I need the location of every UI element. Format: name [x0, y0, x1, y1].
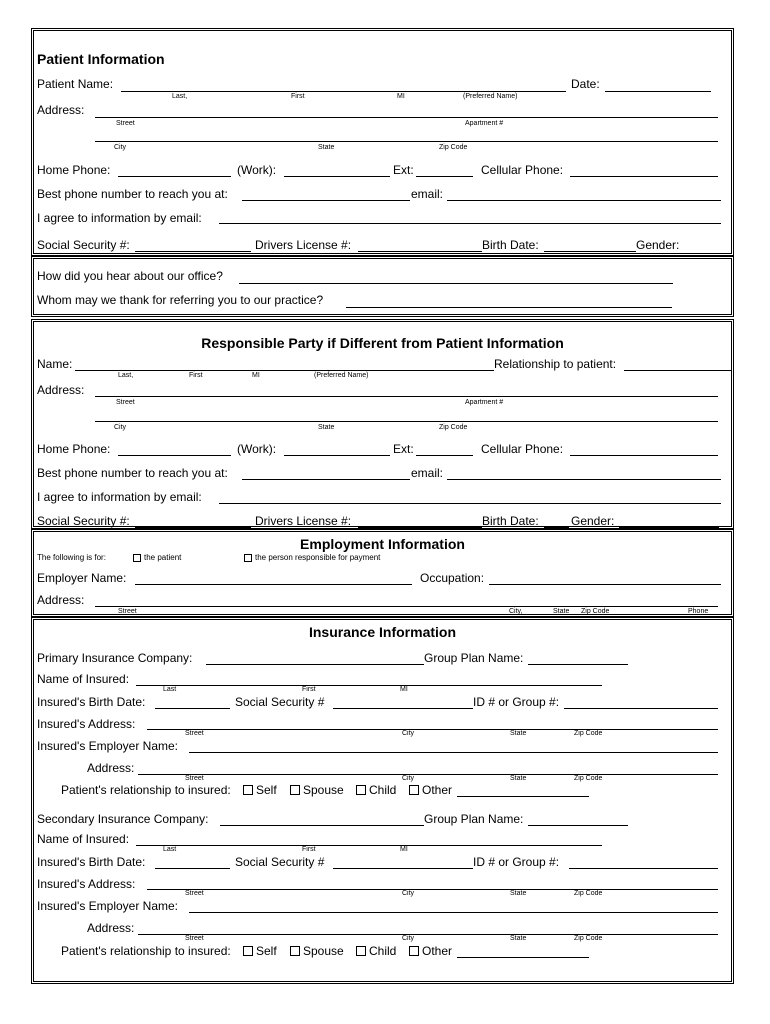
responsible-party-section	[31, 319, 734, 529]
self-option: Self	[256, 944, 277, 958]
child-checkbox[interactable]	[356, 785, 366, 795]
home-phone-label: Home Phone:	[37, 163, 111, 177]
email-field[interactable]	[447, 200, 721, 201]
work-phone-field[interactable]	[284, 176, 390, 177]
agree-email-field[interactable]	[219, 503, 721, 504]
home-phone-label: Home Phone:	[37, 442, 111, 456]
insured-birth-field[interactable]	[155, 868, 230, 869]
other-field[interactable]	[457, 796, 589, 797]
address-label: Address:	[37, 103, 85, 117]
relationship-field[interactable]	[624, 370, 731, 371]
insured-birth-field[interactable]	[155, 708, 230, 709]
birth-date-label: Birth Date:	[482, 514, 539, 528]
sub-street: Street	[118, 608, 137, 615]
sub-street: Street	[185, 890, 204, 897]
employer-address-field[interactable]	[138, 774, 718, 775]
birth-date-field[interactable]	[544, 527, 569, 528]
insured-employer-label: Insured's Employer Name:	[37, 739, 179, 753]
email-field[interactable]	[447, 479, 721, 480]
sub-zip: Zip Code	[574, 890, 603, 897]
insured-address-label: Insured's Address:	[37, 717, 136, 731]
insured-name-label: Name of Insured:	[37, 672, 130, 686]
child-option: Child	[369, 944, 397, 958]
sub-street: Street	[116, 120, 135, 127]
sub-zip: Zip Code	[581, 608, 610, 615]
insured-ssn-field[interactable]	[333, 868, 473, 869]
relationship-label: Patient's relationship to insured:	[61, 944, 231, 958]
home-phone-field[interactable]	[118, 176, 231, 177]
ssn-label: Social Security #:	[37, 238, 130, 252]
self-checkbox[interactable]	[243, 946, 253, 956]
sub-state: State	[318, 424, 335, 431]
spouse-option: Spouse	[303, 944, 344, 958]
sub-preferred: (Preferred Name)	[314, 372, 369, 379]
ssn-label: Social Security #:	[37, 514, 130, 528]
address-street-field[interactable]	[95, 117, 718, 118]
id-group-field[interactable]	[569, 868, 718, 869]
sub-city: City	[402, 775, 415, 782]
sub-street: Street	[116, 399, 135, 406]
id-group-field[interactable]	[564, 708, 718, 709]
sub-street: Street	[185, 775, 204, 782]
home-phone-field[interactable]	[118, 455, 231, 456]
name-label: Name:	[37, 357, 73, 371]
sub-last: Last,	[172, 93, 188, 100]
drivers-license-label: Drivers License #:	[255, 514, 352, 528]
sub-city: City	[114, 144, 127, 151]
sub-mi: MI	[252, 372, 260, 379]
hear-about-field[interactable]	[239, 283, 673, 284]
sub-last: Last,	[118, 372, 134, 379]
email-label: email:	[411, 187, 444, 201]
birth-date-field[interactable]	[544, 251, 636, 252]
group-plan-label: Group Plan Name:	[424, 812, 524, 826]
group-plan-label: Group Plan Name:	[424, 651, 524, 665]
insured-name-field[interactable]	[136, 845, 602, 846]
sub-zip: Zip Code	[574, 775, 603, 782]
section-title: Responsible Party if Different from Patient Information	[201, 335, 564, 351]
insured-ssn-label: Social Security #	[235, 695, 325, 709]
employer-address-field[interactable]	[95, 606, 718, 607]
sub-first: First	[189, 372, 203, 379]
sub-state: State	[318, 144, 335, 151]
sub-city: City	[402, 730, 415, 737]
ssn-field[interactable]	[135, 527, 251, 528]
child-option: Child	[369, 783, 397, 797]
patient-name-label: Patient Name:	[37, 77, 114, 91]
ext-label: Ext:	[393, 442, 414, 456]
sub-first: First	[302, 686, 316, 693]
occupation-label: Occupation:	[420, 571, 485, 585]
address-street-field[interactable]	[95, 396, 718, 397]
drivers-license-label: Drivers License #:	[255, 238, 352, 252]
other-option: Other	[422, 944, 453, 958]
sub-street: Street	[185, 935, 204, 942]
gender-field[interactable]	[619, 527, 719, 528]
ext-field[interactable]	[416, 176, 473, 177]
address-label: Address:	[37, 593, 85, 607]
group-plan-field[interactable]	[528, 664, 628, 665]
sub-street: Street	[185, 730, 204, 737]
sub-apartment: Apartment #	[465, 120, 504, 127]
responsible-option-label: the person responsible for payment	[255, 553, 381, 562]
employer-address-label: Address:	[87, 921, 135, 935]
sub-zip: Zip Code	[574, 730, 603, 737]
section-title: Patient Information	[37, 51, 165, 67]
spouse-option: Spouse	[303, 783, 344, 797]
insured-employer-label: Insured's Employer Name:	[37, 899, 179, 913]
sub-city: City	[114, 424, 127, 431]
cell-label: Cellular Phone:	[481, 442, 564, 456]
sub-phone: Phone	[688, 608, 709, 615]
agree-email-label: I agree to information by email:	[37, 211, 202, 225]
hear-about-label: How did you hear about our office?	[37, 269, 223, 283]
secondary-company-field[interactable]	[220, 825, 424, 826]
referral-section	[31, 256, 734, 317]
employer-address-label: Address:	[87, 761, 135, 775]
sub-state: State	[510, 730, 527, 737]
insured-employer-field[interactable]	[189, 752, 718, 753]
cell-label: Cellular Phone:	[481, 163, 564, 177]
sub-apartment: Apartment #	[465, 399, 504, 406]
sub-state: State	[553, 608, 570, 615]
insured-address-field[interactable]	[147, 889, 718, 890]
patient-checkbox[interactable]	[133, 554, 141, 562]
other-checkbox[interactable]	[409, 785, 419, 795]
patient-name-field[interactable]	[121, 91, 566, 92]
referral-thanks-field[interactable]	[346, 307, 672, 308]
id-group-label: ID # or Group #:	[473, 855, 560, 869]
work-label: (Work):	[237, 442, 277, 456]
child-checkbox[interactable]	[356, 946, 366, 956]
gender-label: Gender:	[636, 238, 680, 252]
patient-information-section	[31, 28, 734, 256]
primary-company-label: Primary Insurance Company:	[37, 651, 193, 665]
sub-mi: MI	[400, 686, 408, 693]
employer-name-field[interactable]	[135, 584, 412, 585]
sub-last: Last	[163, 686, 177, 693]
occupation-field[interactable]	[489, 584, 721, 585]
primary-company-field[interactable]	[206, 664, 424, 665]
sub-state: State	[510, 775, 527, 782]
employer-name-label: Employer Name:	[37, 571, 127, 585]
best-phone-label: Best phone number to reach you at:	[37, 466, 228, 480]
drivers-license-field[interactable]	[358, 527, 482, 528]
following-for-label: The following is for:	[37, 553, 106, 562]
sub-first: First	[302, 846, 316, 853]
sub-first: First	[291, 93, 305, 100]
self-checkbox[interactable]	[243, 785, 253, 795]
insured-address-field[interactable]	[147, 729, 718, 730]
spouse-checkbox[interactable]	[290, 785, 300, 795]
sub-mi: MI	[400, 846, 408, 853]
cell-phone-field[interactable]	[570, 176, 718, 177]
work-label: (Work):	[237, 163, 277, 177]
agree-email-label: I agree to information by email:	[37, 490, 202, 504]
id-group-label: ID # or Group #:	[473, 695, 560, 709]
employment-section	[31, 529, 734, 617]
employer-address-field[interactable]	[138, 934, 718, 935]
sub-city: City	[402, 890, 415, 897]
insured-address-label: Insured's Address:	[37, 877, 136, 891]
sub-zip: Zip Code	[439, 144, 468, 151]
address-city-field[interactable]	[95, 141, 718, 142]
other-checkbox[interactable]	[409, 946, 419, 956]
best-phone-field[interactable]	[242, 200, 410, 201]
self-option: Self	[256, 783, 277, 797]
ext-label: Ext:	[393, 163, 414, 177]
insured-name-field[interactable]	[136, 685, 602, 686]
email-label: email:	[411, 466, 444, 480]
date-field[interactable]	[605, 91, 711, 92]
insured-name-label: Name of Insured:	[37, 832, 130, 846]
birth-date-label: Birth Date:	[482, 238, 539, 252]
date-label: Date:	[571, 77, 600, 91]
work-phone-field[interactable]	[284, 455, 390, 456]
insured-ssn-field[interactable]	[333, 708, 473, 709]
best-phone-field[interactable]	[242, 479, 410, 480]
ext-field[interactable]	[416, 455, 473, 456]
secondary-company-label: Secondary Insurance Company:	[37, 812, 209, 826]
insured-birth-label: Insured's Birth Date:	[37, 695, 146, 709]
sub-state: State	[510, 935, 527, 942]
sub-city: City	[402, 935, 415, 942]
name-field[interactable]	[75, 370, 494, 371]
relationship-label: Patient's relationship to insured:	[61, 783, 231, 797]
section-title: Insurance Information	[308, 624, 457, 640]
ssn-field[interactable]	[135, 251, 251, 252]
cell-phone-field[interactable]	[570, 455, 718, 456]
sub-zip: Zip Code	[574, 935, 603, 942]
gender-label: Gender:	[571, 514, 615, 528]
patient-option-label: the patient	[144, 553, 182, 562]
other-field[interactable]	[457, 957, 589, 958]
other-option: Other	[422, 783, 453, 797]
sub-state: State	[510, 890, 527, 897]
drivers-license-field[interactable]	[358, 251, 482, 252]
insured-employer-field[interactable]	[189, 912, 718, 913]
sub-mi: MI	[397, 93, 405, 100]
insured-ssn-label: Social Security #	[235, 855, 325, 869]
referral-thanks-label: Whom may we thank for referring you to our practice?	[37, 293, 324, 307]
best-phone-label: Best phone number to reach you at:	[37, 187, 228, 201]
relationship-label: Relationship to patient:	[494, 357, 617, 371]
sub-last: Last	[163, 846, 177, 853]
insurance-section	[31, 617, 734, 984]
sub-preferred: (Preferred Name)	[463, 93, 518, 100]
address-label: Address:	[37, 383, 85, 397]
responsible-party-checkbox[interactable]	[244, 554, 252, 562]
group-plan-field[interactable]	[528, 825, 628, 826]
section-title: Employment Information	[300, 536, 465, 552]
insured-birth-label: Insured's Birth Date:	[37, 855, 146, 869]
address-city-field[interactable]	[95, 421, 718, 422]
sub-city: City,	[509, 608, 523, 615]
spouse-checkbox[interactable]	[290, 946, 300, 956]
sub-zip: Zip Code	[439, 424, 468, 431]
agree-email-field[interactable]	[219, 223, 721, 224]
